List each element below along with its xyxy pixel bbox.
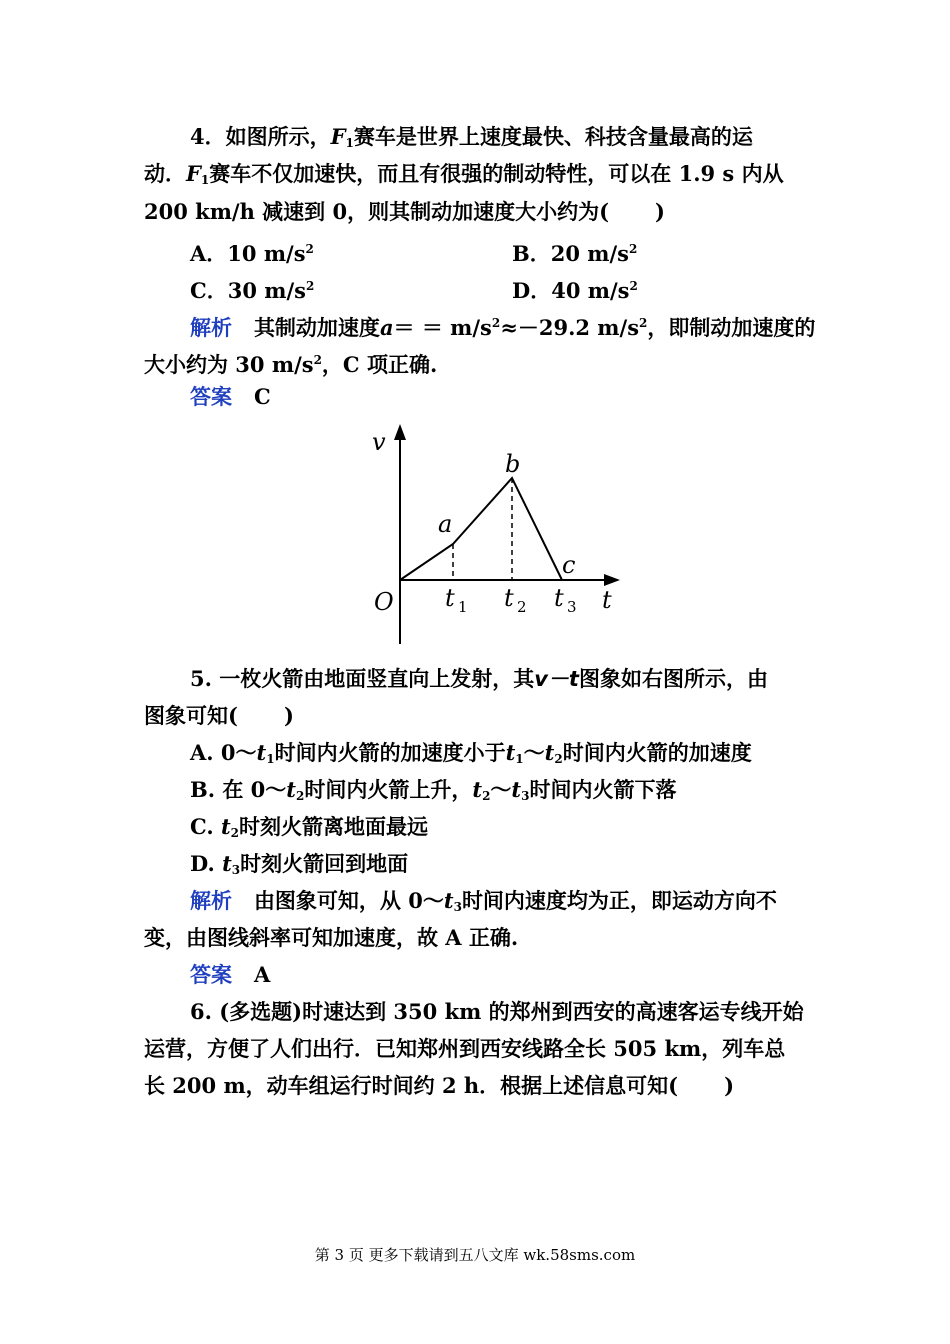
q6-line-2: 运营，方便了人们出行．已知郑州到西安线路全长 505 km，列车总 [144, 1036, 786, 1061]
q4-line-1: 4．如图所示，$F_1$赛车是世界上速度最快、科技含量最高的运 [190, 124, 753, 150]
q5-option-c: C. $t_2$时刻火箭离地面最远 [190, 814, 429, 840]
q4-line-3: 200 km/h 减速到 0，则其制动加速度大小约为( ) [144, 199, 665, 224]
q4-option-d: D．40 $m/s^2$ [512, 278, 638, 303]
t-axis-arrow [604, 574, 620, 586]
q5-option-b: B. 在 $0\sim t_2$时间内火箭上升，$t_2\sim t_3$时间内火箭下落 [190, 777, 677, 803]
t1-subscript: 1 [458, 598, 468, 616]
q4-option-a: A．10 $m/s^2$ [190, 241, 314, 266]
t3-subscript: 3 [567, 598, 577, 616]
t2-label: t [504, 584, 514, 612]
q5-analysis-line-2: 变，由图线斜率可知加速度，故 A 正确. [144, 925, 519, 950]
answer-tag: 答案 [190, 962, 232, 987]
q4-option-c: C．30 $m/s^2$ [190, 278, 315, 303]
q4-option-b: B．20 $m/s^2$ [512, 241, 638, 266]
point-b-label: b [505, 450, 521, 478]
q5-analysis-line-1: 解析 由图象可知，从 $0\sim t_3$时间内速度均为正，即运动方向不 [190, 888, 777, 914]
q4-analysis-line-2: 大小约为 30 $m/s^2$，C 项正确. [144, 352, 438, 377]
answer-tag: 答案 [190, 384, 232, 409]
q5-answer: 答案 A [190, 962, 271, 987]
q5-option-d: D. $t_3$时刻火箭回到地面 [190, 851, 409, 877]
q5-option-a: A. $0\sim t_1$时间内火箭的加速度小于$t_1\sim t_2$时间内火箭的加速度 [190, 740, 752, 766]
v-label: v [372, 428, 386, 456]
t2-subscript: 2 [517, 598, 527, 616]
origin-label: O [374, 588, 394, 616]
point-c-label: c [562, 551, 576, 579]
t1-label: t [445, 584, 455, 612]
vt-curve [400, 478, 562, 580]
q4-line-2: 动．$F_1$赛车不仅加速快，而且有很强的制动特性，可以在 1.9 s 内从 [144, 161, 784, 187]
vt-graph [330, 420, 630, 650]
t3-label: t [554, 584, 564, 612]
analysis-tag: 解析 [190, 888, 232, 913]
page-footer: 第 3 页 更多下载请到五八文库 wk.58sms.com [314, 1246, 636, 1264]
q6-line-1: 6. (多选题)时速达到 350 km 的郑州到西安的高速客运专线开始 [190, 999, 804, 1024]
q5-line-2: 图象可知( ) [144, 703, 294, 728]
t-axis-label: t [602, 586, 612, 614]
v-axis-arrow [394, 424, 406, 440]
analysis-tag: 解析 [190, 315, 232, 340]
q6-line-3: 长 200 m，动车组运行时间约 2 h．根据上述信息可知( ) [144, 1073, 735, 1098]
point-a-label: a [438, 510, 453, 538]
q5-line-1: 5. 一枚火箭由地面竖直向上发射，其v－t图象如右图所示，由 [190, 666, 768, 691]
q4-answer: 答案 C [190, 384, 271, 409]
q4-analysis-line-1: 解析 其制动加速度$a= = m/s^2\approx-29.2$ $m/s^2$，即制动加速度的 [190, 315, 816, 340]
